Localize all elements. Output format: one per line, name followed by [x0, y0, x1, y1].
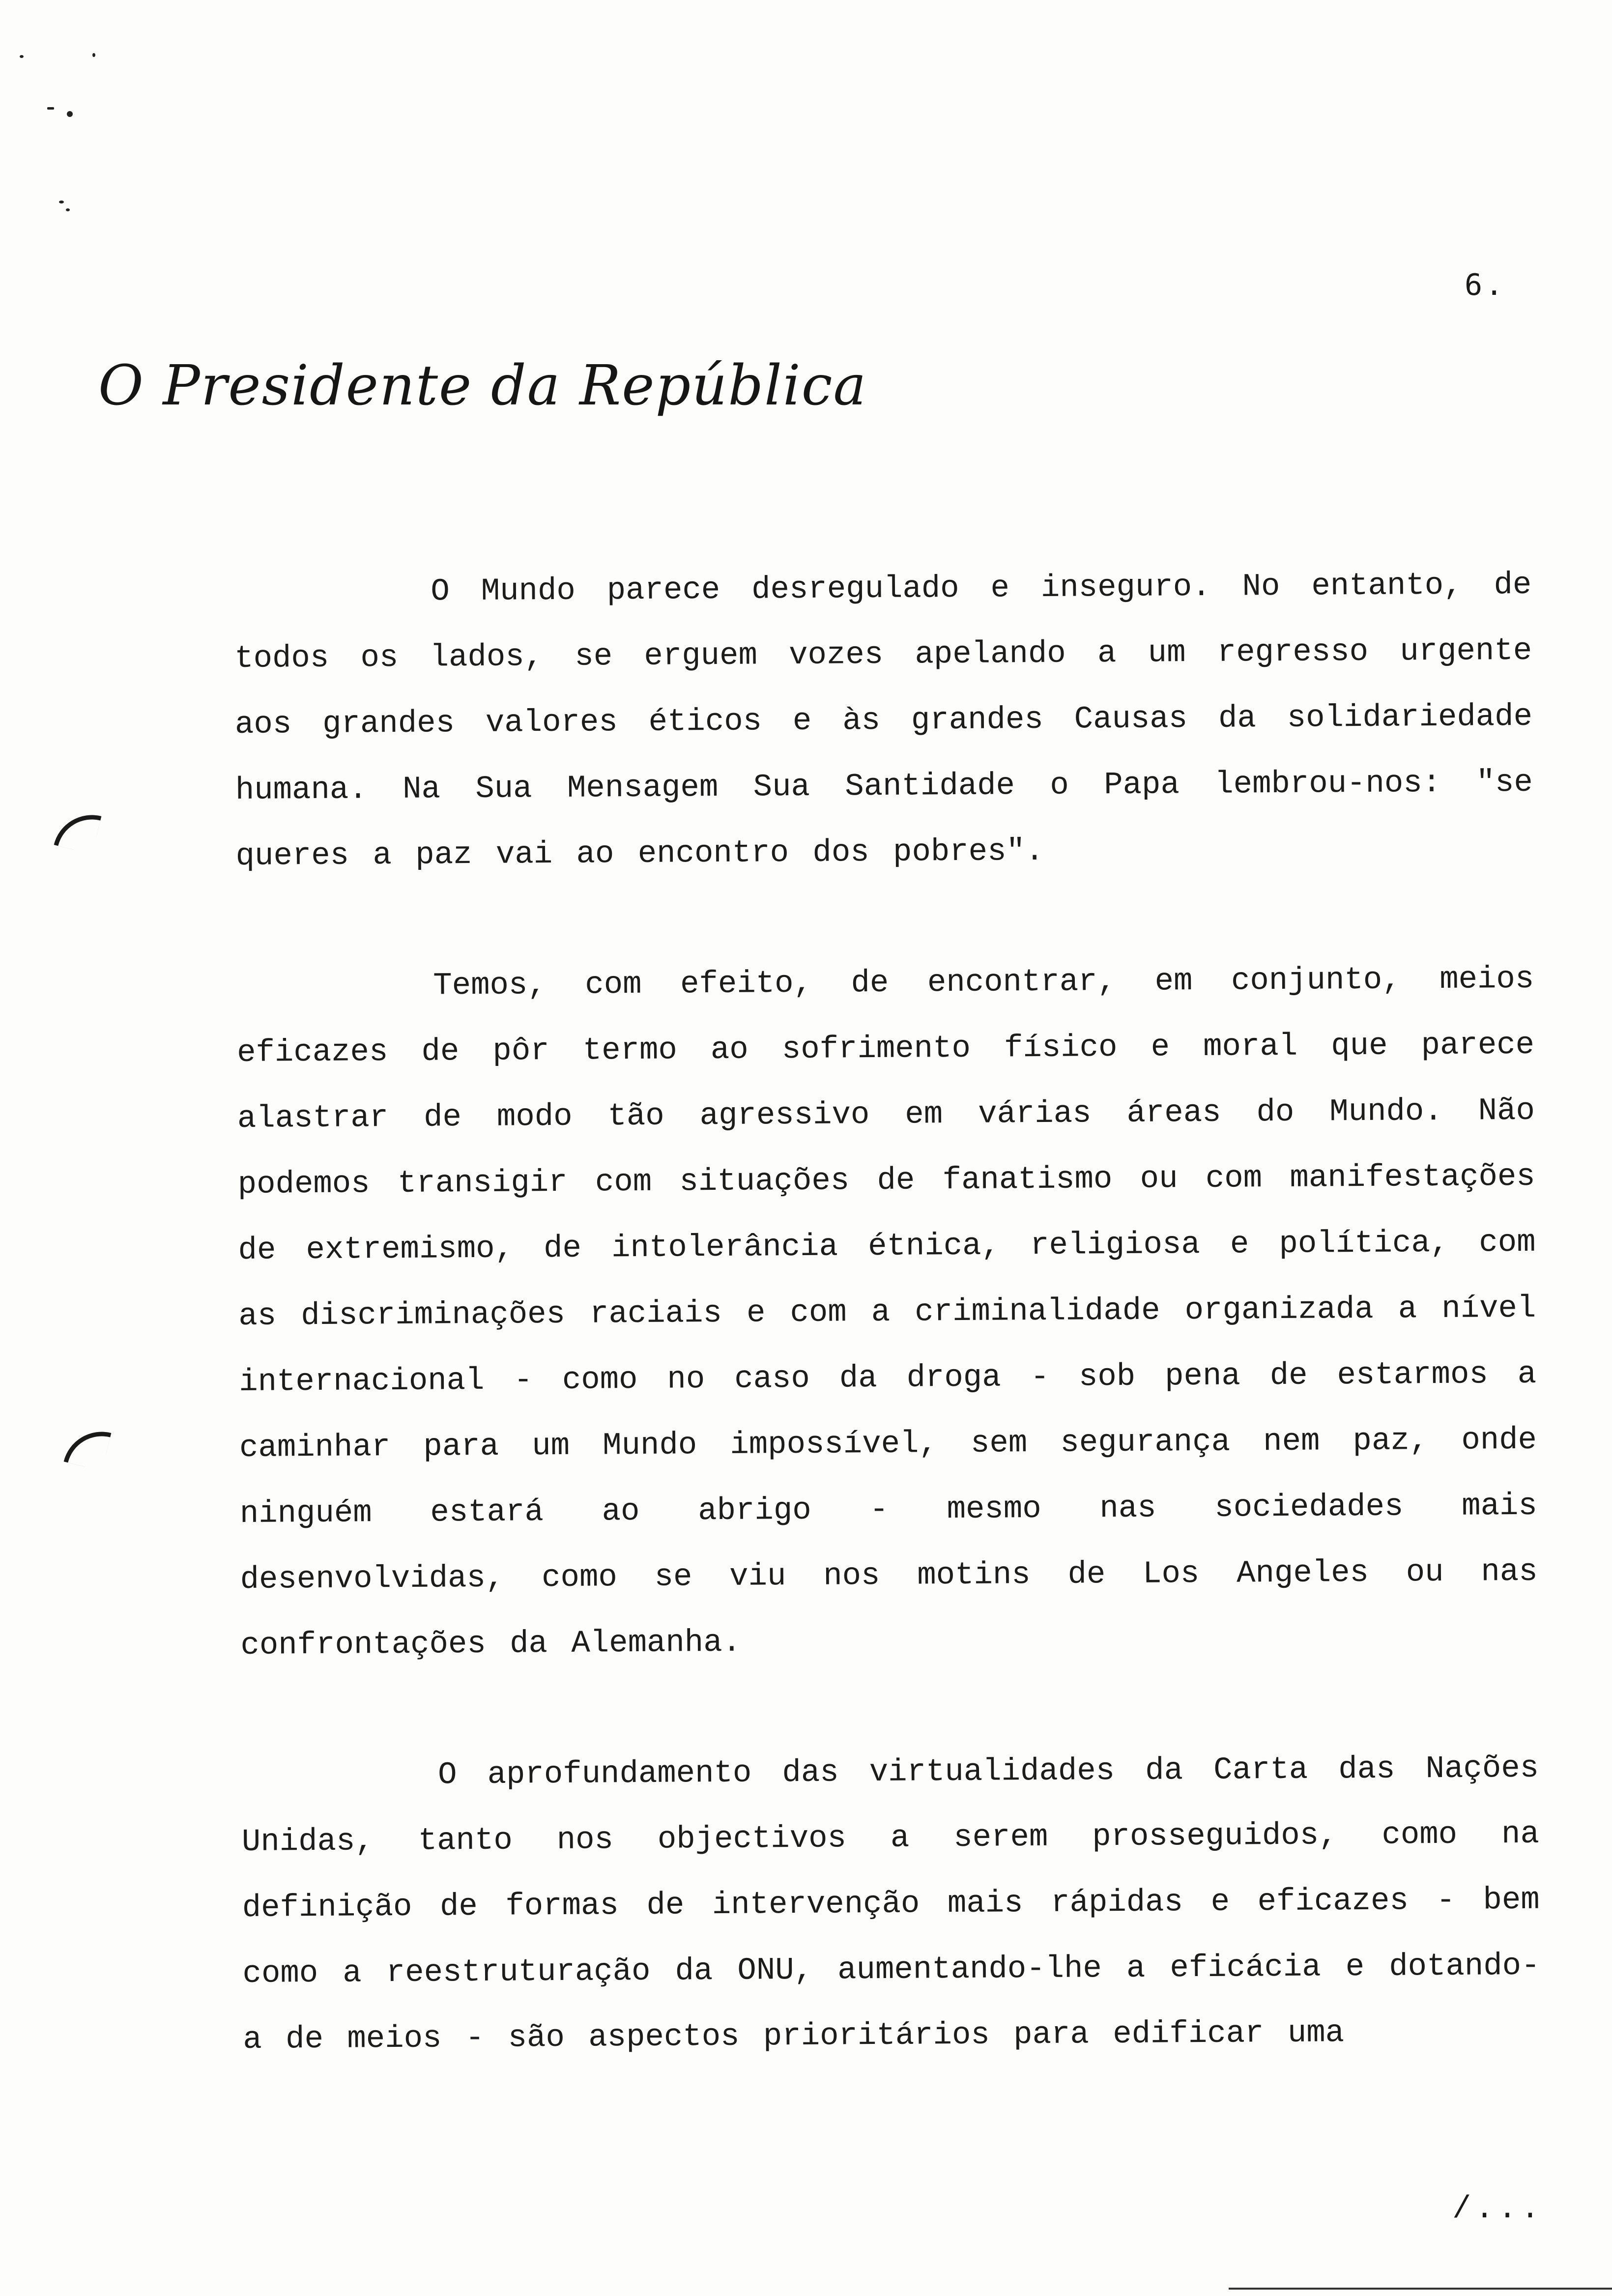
paragraph-3: O aprofundamento das virtualidades da Carta das Nações Unidas, tanto nos objectivos a serem prosseguidos, como na definição de formas de intervenção mais rápidas e eficazes - bem como a reestruturação da ONU, aumentando-lhe a eficácia e dotando-a de meios - são aspectos prioritários para edificar uma — [241, 1751, 1540, 2058]
scan-speck — [47, 107, 54, 110]
scan-speck — [59, 201, 64, 203]
document-body — [234, 552, 1541, 2138]
binder-hole-mark — [54, 807, 102, 855]
page-number: 6. — [1465, 268, 1506, 302]
scan-speck — [20, 55, 24, 58]
scan-speck — [66, 208, 70, 211]
scan-speck — [67, 111, 73, 117]
binder-hole-mark — [64, 1424, 112, 1471]
paragraph-1: O Mundo parece desregulado e inseguro. No entanto, de todos os lados, se erguem vozes apelando a um regresso urgente aos grandes valores éticos e às grandes Causas da solidariedade humana. Na Sua Mensagem Sua Santidade o Papa lembrou-nos: "se queres a paz vai ao encontro dos pobres". — [234, 567, 1533, 874]
paragraph-2: Temos, com efeito, de encontrar, em conjunto, meios eficazes de pôr termo ao sofrimento físico e moral que parece alastrar de modo tão agressivo em várias áreas do Mundo. Não podemos transigir com situações de fanatismo ou com manifestações de extremismo, de intolerância étnica, religiosa e política, com as discriminações raciais e com a criminalidade organizada a nível internacional - como no caso da droga - sob pena de estarmos a caminhar para um Mundo impossível, sem segurança nem paz, onde ninguém estará ao abrigo - mesmo nas sociedades mais desenvolvidas, como se viu nos motins de Los Angeles ou nas confrontações da Alemanha. — [236, 961, 1538, 1664]
page-edge-line — [1229, 2288, 1612, 2290]
scan-speck — [92, 53, 95, 57]
continuation-mark: /... — [1452, 2192, 1544, 2227]
letterhead-title: O Presidente da República — [98, 354, 867, 418]
